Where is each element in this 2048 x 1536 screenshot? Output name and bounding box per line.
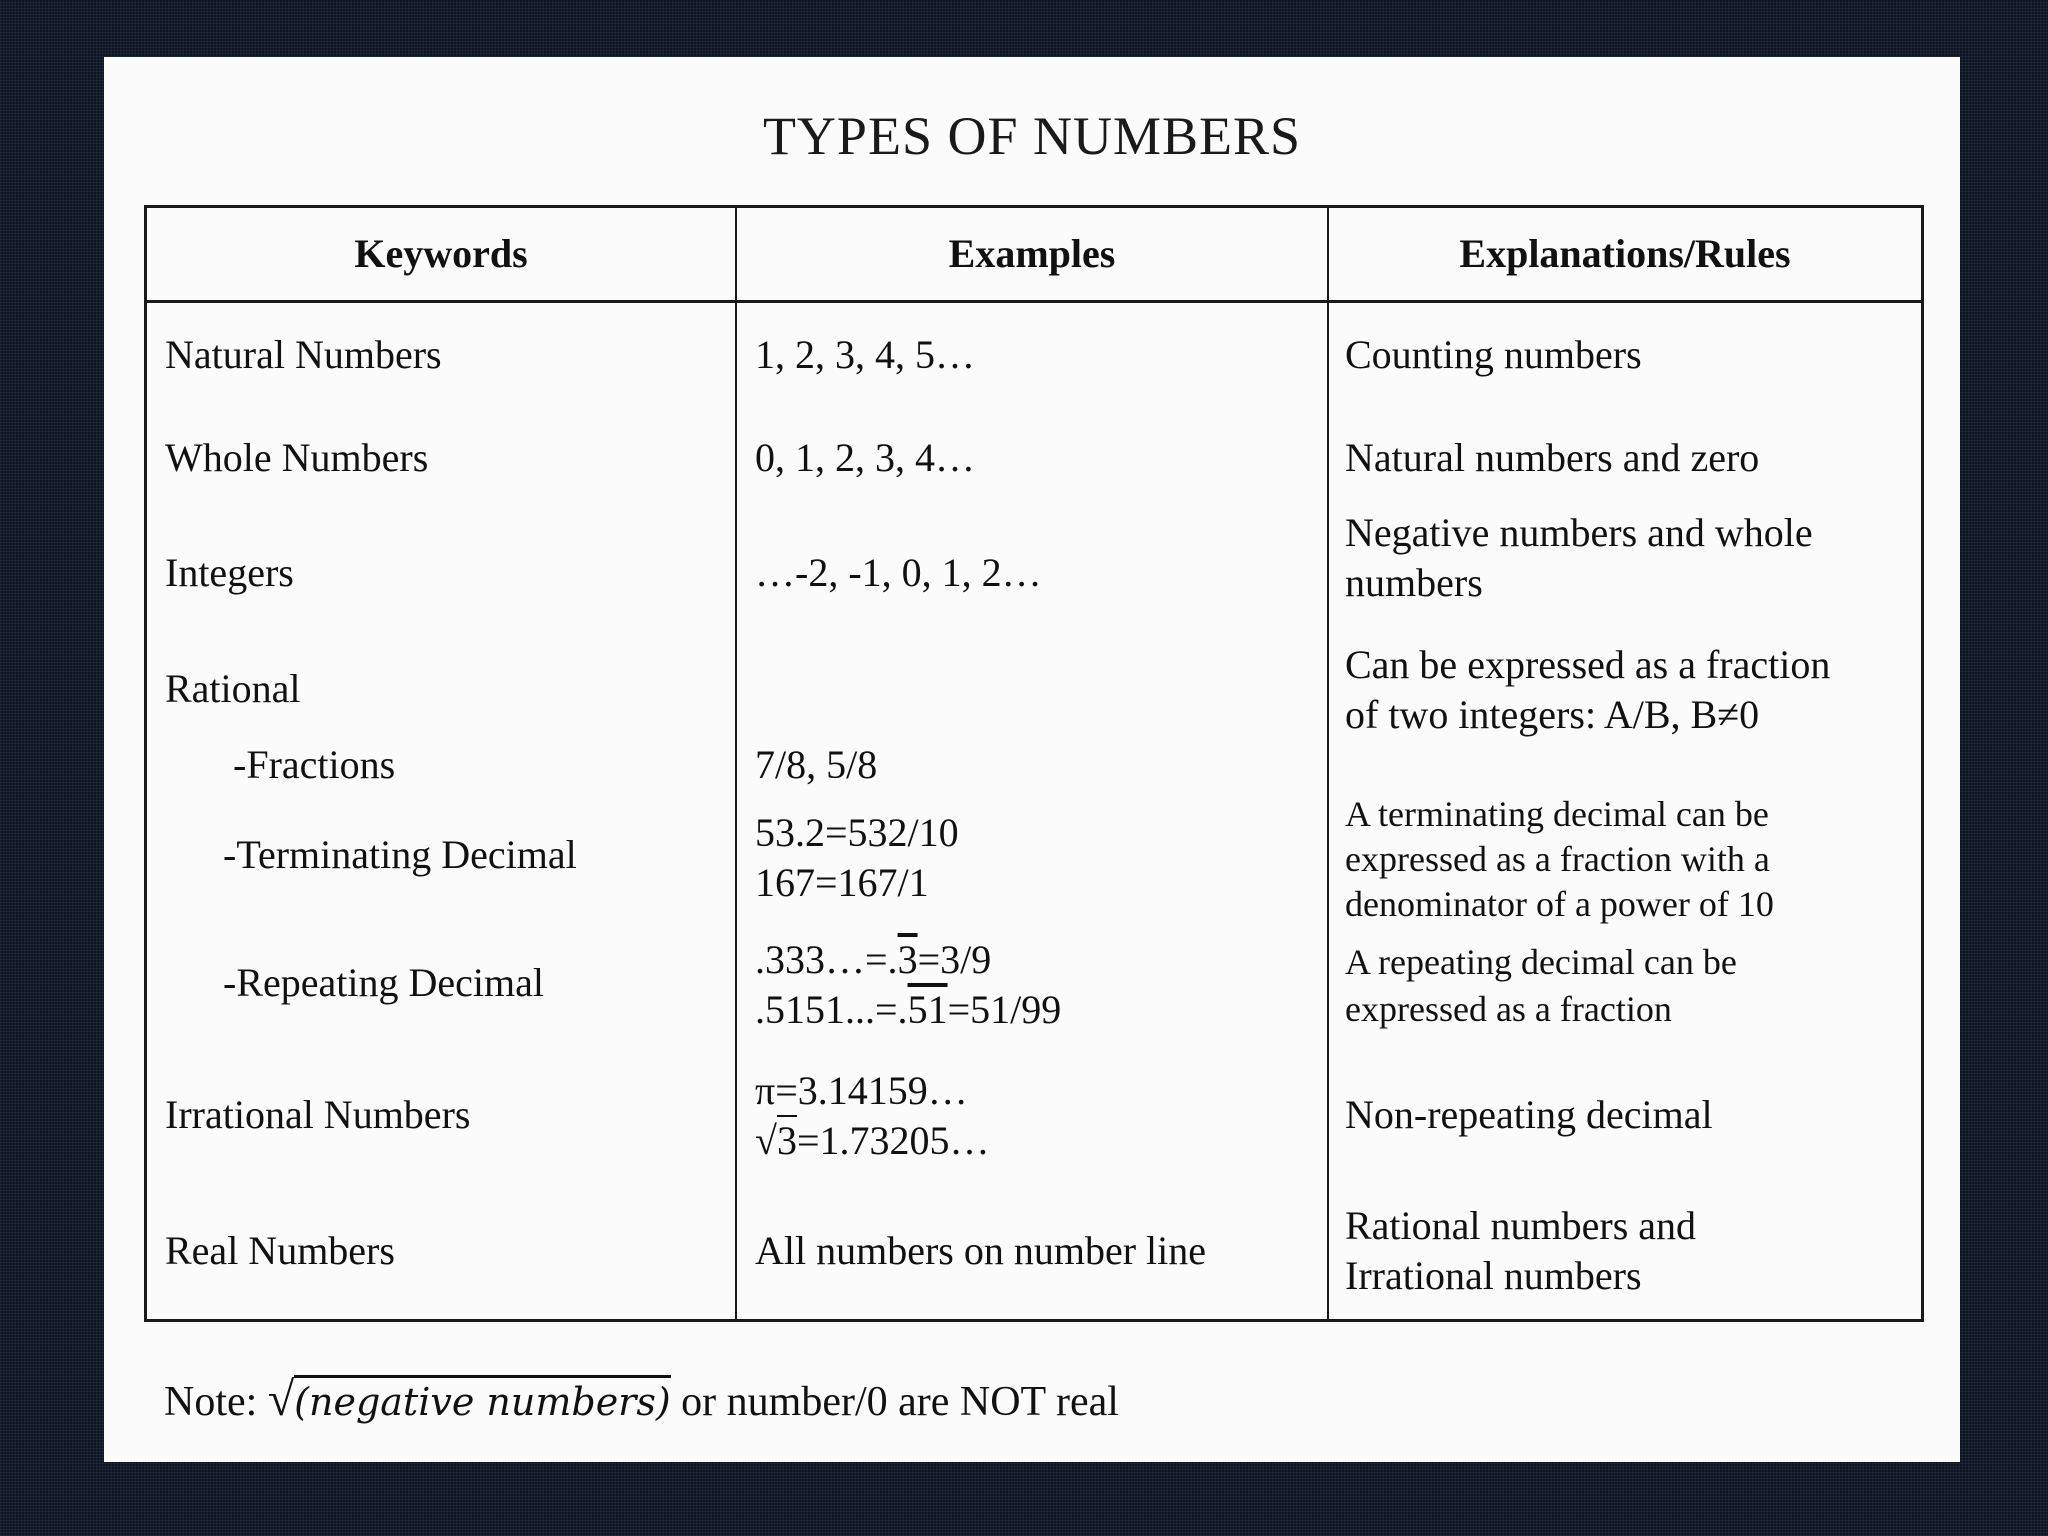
example-natural: 1, 2, 3, 4, 5… (755, 332, 975, 377)
example-part: =3/9 (917, 937, 992, 982)
types-table (144, 205, 1924, 1322)
rule-real-line2: Irrational numbers (1345, 1253, 1642, 1298)
keyword-irrational: Irrational Numbers (165, 1092, 471, 1137)
page-title: TYPES OF NUMBERS (762, 106, 1302, 166)
slide (104, 57, 1960, 1462)
rule-rational-line1: Can be expressed as a fraction (1345, 642, 1831, 687)
rule-repeating-line1: A repeating decimal can be (1345, 942, 1737, 982)
keyword-integers: Integers (165, 550, 294, 595)
rule-real-line1: Rational numbers and (1345, 1203, 1697, 1248)
rule-whole: Natural numbers and zero (1345, 435, 1760, 480)
rule-terminating-line3: denominator of a power of 10 (1345, 884, 1774, 924)
keyword-terminating: -Terminating Decimal (223, 832, 577, 877)
repeating-digits: 51 (907, 987, 948, 1032)
example-irrational-line2 (755, 1116, 990, 1166)
example-whole: 0, 1, 2, 3, 4… (755, 435, 975, 480)
note-suffix: or number/0 are NOT real (670, 1379, 1119, 1425)
column-divider (735, 208, 737, 1319)
header-divider (147, 300, 1921, 303)
note-prefix: Note: (164, 1379, 268, 1425)
keyword-natural: Natural Numbers (165, 332, 442, 377)
example-part: .5151...=. (755, 987, 908, 1032)
radical-icon: √ (755, 1118, 777, 1163)
rule-rational-line2: of two integers: A/B, B≠0 (1345, 692, 1760, 737)
keyword-repeating: -Repeating Decimal (223, 960, 544, 1005)
rule-natural: Counting numbers (1345, 332, 1642, 377)
rule-irrational: Non-repeating decimal (1345, 1092, 1713, 1137)
example-terminating-line1: 53.2=532/10 (755, 810, 959, 855)
radical-icon: √ (267, 1373, 295, 1426)
keyword-whole: Whole Numbers (165, 435, 429, 480)
example-integers: …-2, -1, 0, 1, 2… (755, 550, 1042, 595)
rule-repeating-line2: expressed as a fraction (1345, 989, 1672, 1029)
repeating-digit: 3 (897, 937, 918, 982)
rule-terminating-line2: expressed as a fraction with a (1345, 839, 1770, 879)
header-keywords: Keywords (354, 231, 528, 276)
example-repeating-line2 (755, 985, 1061, 1035)
example-part: .333…=. (755, 937, 898, 982)
rule-integers-line2: numbers (1345, 560, 1483, 605)
footnote (164, 1372, 1119, 1427)
example-terminating-line2: 167=167/1 (755, 860, 929, 905)
rule-terminating-line1: A terminating decimal can be (1345, 794, 1769, 834)
radicand: 3 (777, 1115, 797, 1163)
keyword-rational: Rational (165, 666, 301, 711)
example-fractions: 7/8, 5/8 (755, 742, 878, 787)
example-part: =51/99 (947, 987, 1062, 1032)
note-expression: (negative numbers) (294, 1375, 671, 1424)
header-examples: Examples (948, 231, 1116, 276)
example-part: =1.73205… (796, 1118, 990, 1163)
example-repeating-line1 (755, 935, 991, 985)
example-real: All numbers on number line (755, 1228, 1207, 1273)
rule-integers-line1: Negative numbers and whole (1345, 510, 1813, 555)
header-explanations: Explanations/Rules (1459, 231, 1791, 276)
keyword-real: Real Numbers (165, 1228, 395, 1273)
example-irrational-line1: π=3.14159… (755, 1068, 968, 1113)
keyword-fractions: -Fractions (233, 742, 396, 787)
column-divider (1327, 208, 1329, 1319)
